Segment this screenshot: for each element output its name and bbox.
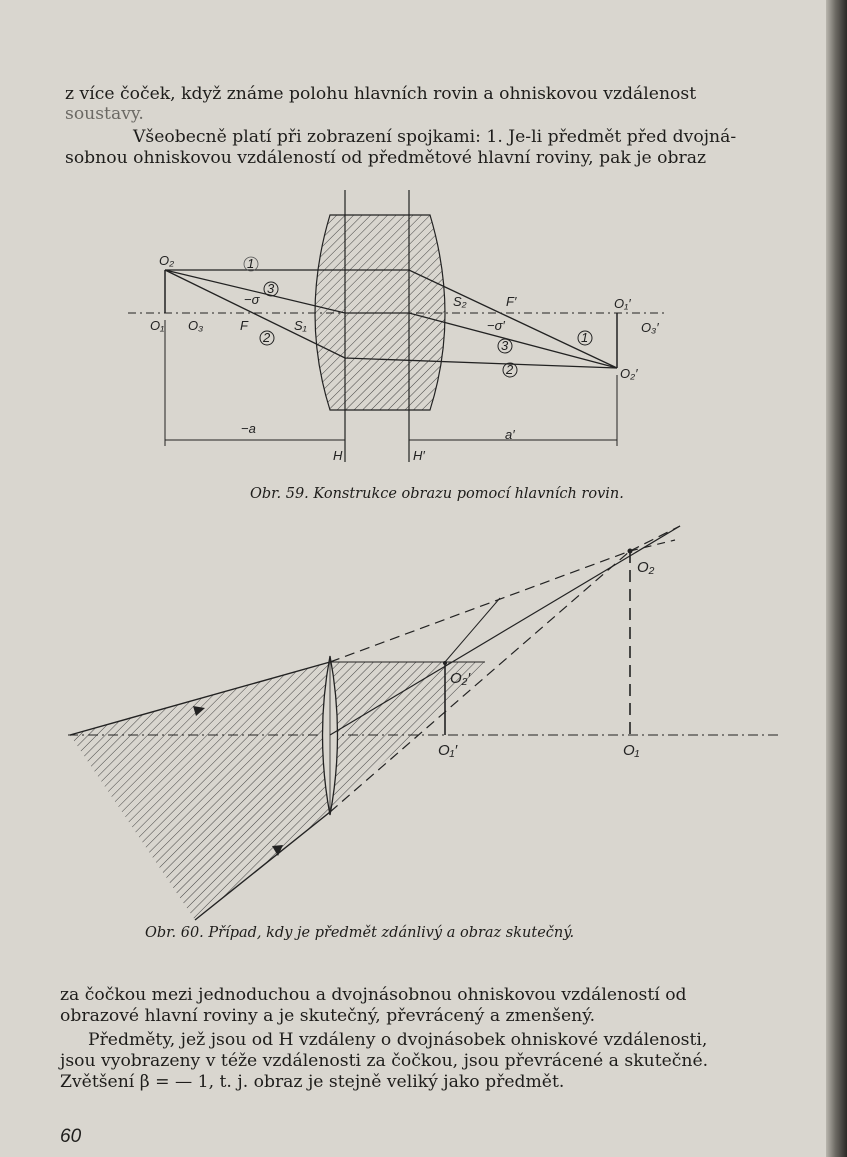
label-H: H bbox=[333, 448, 343, 463]
ray-label-2-left: 2 bbox=[263, 330, 271, 345]
refracted-ray bbox=[330, 526, 680, 735]
top-text-line-2: soustavy. bbox=[65, 104, 144, 124]
ray-label-2-right: 2 bbox=[506, 362, 514, 377]
ray-label-1-right: 1 bbox=[581, 330, 589, 345]
page-number: 60 bbox=[60, 1126, 82, 1147]
label60-O2: O₂ bbox=[637, 559, 655, 576]
converging-beam-hatched bbox=[70, 662, 485, 920]
label-F: F bbox=[240, 318, 248, 333]
bottom-text-line-4: jsou vyobrazeny v téže vzdálenosti za čočkou, jsou převrácené a skutečné. bbox=[60, 1051, 709, 1071]
top-text-line-1: z více čoček, když známe polohu hlavních rovin a ohniskovou vzdálenost bbox=[65, 84, 697, 104]
label-O2: O₂ bbox=[159, 253, 175, 268]
label60-O1-prime: O₁′ bbox=[438, 742, 458, 759]
label60-O1: O₁ bbox=[623, 742, 640, 759]
bottom-text-line-3: Předměty, jež jsou od H vzdáleny o dvojnásobek ohniskové vzdálenosti, bbox=[88, 1030, 708, 1050]
label-minus-sigma: −σ bbox=[244, 292, 260, 307]
label-a-prime: a′ bbox=[505, 427, 515, 442]
label-O1-prime: O₁′ bbox=[614, 296, 631, 311]
bottom-text-line-2: obrazové hlavní roviny a je skutečný, převrácený a zmenšený. bbox=[60, 1006, 596, 1026]
ray-label-1-top: 1 bbox=[247, 256, 255, 271]
bottom-text-line-5: Zvětšení β = — 1, t. j. obraz je stejně veliký jako předmět. bbox=[60, 1072, 565, 1092]
top-text-line-3: Všeobecně platí při zobrazení spojkami: 1. Je-li předmět před dvojná- bbox=[133, 127, 737, 147]
label-minus-a: −a bbox=[241, 421, 256, 436]
label-O1: O₁ bbox=[150, 318, 165, 333]
ray-label-3-left: 3 bbox=[267, 281, 275, 296]
bottom-text-line-1: za čočkou mezi jednoduchou a dvojnásobnou ohniskovou vzdáleností od bbox=[60, 985, 687, 1005]
label-S1: S₁ bbox=[294, 318, 307, 333]
label60-O2-prime: O₂′ bbox=[450, 670, 471, 687]
label-H-prime: H′ bbox=[413, 448, 425, 463]
figure-60-caption: Obr. 60. Případ, kdy je předmět zdánlivý a obraz skutečný. bbox=[145, 925, 575, 941]
label-O3-prime: O₃′ bbox=[641, 320, 659, 335]
label-S2: S₂ bbox=[453, 294, 467, 309]
ray-label-3-right: 3 bbox=[501, 338, 509, 353]
label-F-prime: F′ bbox=[506, 294, 517, 309]
label-O2-prime: O₂′ bbox=[620, 366, 638, 381]
top-text-line-4: sobnou ohniskovou vzdáleností od předmětové hlavní roviny, pak je obraz bbox=[65, 148, 707, 168]
figure-59-caption: Obr. 59. Konstrukce obrazu pomocí hlavních rovin. bbox=[250, 486, 624, 502]
label-O3: O₃ bbox=[188, 318, 204, 333]
label-minus-sigma-prime: −σ′ bbox=[487, 318, 505, 333]
